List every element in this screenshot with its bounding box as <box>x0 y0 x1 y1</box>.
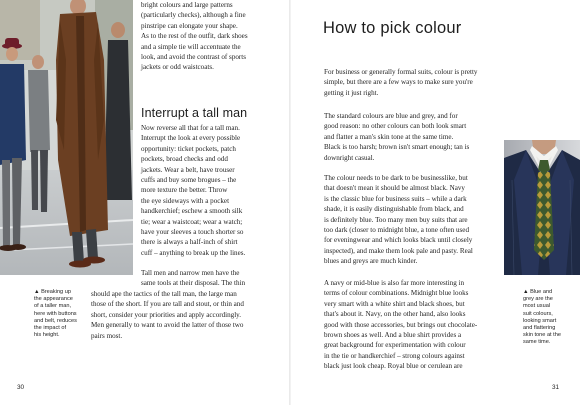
caption-line: most usual <box>523 303 551 310</box>
section-subhead: Interrupt a tall man <box>141 106 248 120</box>
text-line: black just look cheap. Royal blue or cerulean are <box>324 362 463 371</box>
caption-line: here with buttons <box>34 310 77 317</box>
caption-line: same time. <box>523 339 551 346</box>
left-column-top <box>141 0 286 73</box>
text-line: getting it just right. <box>324 88 379 97</box>
text-line: very smart with a white shirt and black shoes, but <box>324 299 465 308</box>
text-line: A navy or mid-blue is also far more interesting in <box>324 279 465 287</box>
text-line: great background for experimentation with colour <box>324 341 466 350</box>
caption-line: and flattering <box>523 325 556 332</box>
text-line: look, and avoid the contrast of sports <box>141 53 247 62</box>
text-line: and flatter a man's skin tone at the same time. <box>324 132 454 141</box>
text-line: that's about it. Navy, on the other hand, also looks <box>324 310 466 319</box>
text-line: more texture the better. Throw <box>141 186 228 195</box>
text-line: downright casual. <box>324 153 375 162</box>
right-paragraph-2 <box>324 111 509 163</box>
caption-line: suit colours, <box>523 310 553 317</box>
text-line: Tall men and narrow men have the <box>141 269 240 277</box>
caption-line: grey are the <box>523 296 553 303</box>
caption-line: skin tone at the <box>523 332 561 339</box>
text-line: Interrupt the look at every possible <box>141 134 241 143</box>
text-line: cuffs and buy some brogues – the <box>141 176 237 185</box>
text-line: good reason: no other colours can both look smart <box>324 122 467 131</box>
text-line: pockets, broad checks and odd <box>141 155 228 164</box>
text-line: that doesn't mean it should be almost black. Navy <box>324 184 465 193</box>
right-page <box>291 0 580 405</box>
left-column-mid <box>141 123 286 258</box>
text-line: bright colours and large patterns <box>141 1 233 9</box>
text-line: should ape the tactics of the tall man, the large man <box>91 290 237 298</box>
caption-line: of a taller man, <box>34 303 71 310</box>
caption-line: ▲ Blue and <box>523 289 553 295</box>
caption-line: the appearance <box>34 296 73 303</box>
text-line: terms of colour combinations. Midnight blue looks <box>324 289 469 298</box>
photo-caption <box>523 289 575 347</box>
right-paragraph-1 <box>324 67 509 98</box>
tall-man-street-photo <box>0 0 133 275</box>
caption-line: looking smart <box>523 317 557 324</box>
text-line: handkerchief; eschew a smooth silk <box>141 207 243 216</box>
text-line: pairs most. <box>91 331 123 340</box>
text-line: those of the short. If you are tall and stout, or thin and <box>91 300 244 309</box>
text-line: is definitely blue. Too many men buy suits that are <box>324 215 468 224</box>
text-line: there is always a half-inch of shirt <box>141 238 238 247</box>
caption-line: ▲ Breaking up <box>34 289 71 295</box>
text-line: The colour needs to be dark to be businesslike, but <box>324 174 468 182</box>
text-line: and a simple tie will accentuate the <box>141 42 241 51</box>
text-line: brown shoes as well. And a blue shirt provides a <box>324 331 462 340</box>
text-line: same tools at their disposal. The thin <box>141 279 246 288</box>
caption-line: and belt, reduces <box>34 317 77 324</box>
text-line: (particularly checks), although a fine <box>141 11 246 20</box>
right-paragraph-4 <box>324 278 509 372</box>
text-line: shade, it is easily distinguishable from black, and <box>324 205 464 214</box>
caption-line: the impact of <box>34 325 67 332</box>
text-line: Now reverse all that for a tall man. <box>141 124 240 132</box>
page-number: 31 <box>552 384 560 391</box>
text-line: Black is too harsh; brown isn't smart enough; tan is <box>324 143 470 152</box>
page-number: 30 <box>17 384 25 391</box>
text-line: opportunity: ticket pockets, patch <box>141 144 236 153</box>
text-line: jackets or odd waistcoats. <box>141 63 214 72</box>
left-column-bottom <box>141 268 289 289</box>
text-line: Men generally to want to avoid the latter of those two <box>91 321 244 330</box>
text-line: have your sleeves a touch shorter so <box>141 228 244 237</box>
text-line: too dark (closer to midnight blue, a tone often used <box>324 226 469 235</box>
text-line: is the classic blue for business suits – while a dark <box>324 194 467 203</box>
text-line: For business or generally formal suits, colour is pretty <box>324 68 478 76</box>
text-line: pinstripe can elongate your shape. <box>141 21 238 30</box>
text-line: for eveningwear and which looks black until closely <box>324 236 473 245</box>
text-line: The standard colours are blue and grey, and for <box>324 112 458 120</box>
blue-suit-photo <box>504 140 580 275</box>
left-column-bottom-wide <box>91 289 289 341</box>
page-title: How to pick colour <box>323 19 462 37</box>
left-page <box>0 0 289 405</box>
text-line: simple, but there are a few ways to make sure you're <box>324 78 473 87</box>
text-line: good with those accessories, but brings out chocolate- <box>324 320 478 329</box>
text-line: cuff – anything to break up the lines. <box>141 248 246 257</box>
text-line: the eye sideways with a pocket <box>141 196 230 205</box>
text-line: inspected), and make them look pale and pasty. Real <box>324 246 473 255</box>
text-line: in the tie or handkerchief – strong colours against <box>324 351 465 360</box>
right-paragraph-3 <box>324 173 509 267</box>
caption-line: his height. <box>34 332 60 339</box>
text-line: tie; wear a waistcoat; wear a watch; <box>141 217 243 226</box>
text-line: short, consider your priorities and apply accordingly. <box>91 310 242 319</box>
text-line: As to the rest of the outfit, dark shoes <box>141 32 248 41</box>
photo-caption <box>34 289 90 339</box>
text-line: blues and greys are much kinder. <box>324 257 418 266</box>
text-line: jackets. Wear a belt, have trouser <box>141 165 235 174</box>
